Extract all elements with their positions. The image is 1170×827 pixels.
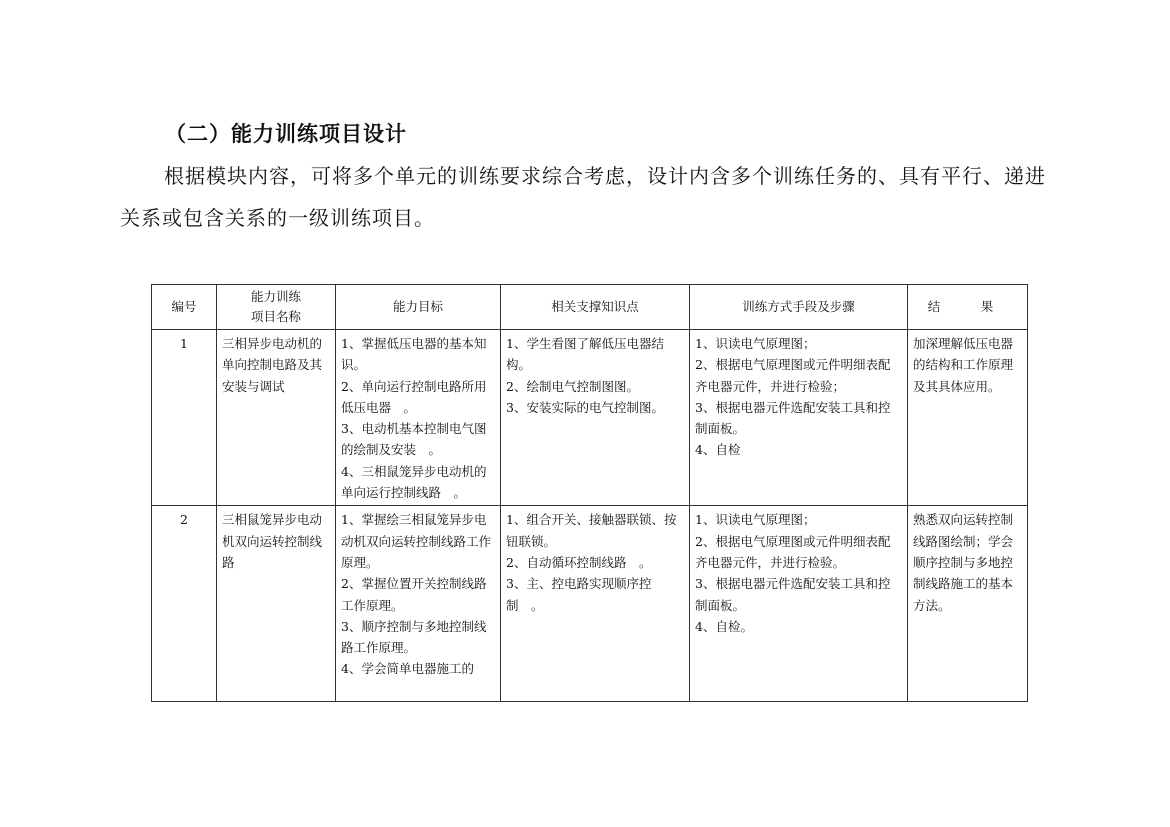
header-goal: 能力目标 xyxy=(336,285,501,330)
cell-result: 熟悉双向运转控制线路图绘制；学会顺序控制与多地控制线路施工的基本方法。 xyxy=(908,506,1028,702)
cell-knowledge: 1、组合开关、接触器联锁、按钮联锁。 2、自动循环控制线路 。 3、主、控电路实现顺序控制 。 xyxy=(501,506,690,702)
table-row xyxy=(152,506,1028,702)
intro-paragraph xyxy=(120,155,1060,239)
cell-method: 1、识读电气原理图； 2、根据电气原理图或元件明细表配齐电器元件，并进行检验； 3、根据电器元件选配安装工具和控制面板。 4、自检 xyxy=(690,330,908,506)
header-knowledge: 相关支撑知识点 xyxy=(501,285,690,330)
intro-text: 根据模块内容，可将多个单元的训练要求综合考虑，设计内含多个训练任务的、具有平行、递进关系或包含关系的一级训练项目。 xyxy=(120,164,1046,230)
table-row xyxy=(152,330,1028,506)
cell-result: 加深理解低压电器的结构和工作原理及其具体应用。 xyxy=(908,330,1028,506)
section-heading: （二）能力训练项目设计 xyxy=(165,122,407,146)
cell-number: 2 xyxy=(152,506,217,702)
cell-goal: 1、掌握绘三相鼠笼异步电动机双向运转控制线路工作原理。 2、掌握位置开关控制线路 工作原理。 3、顺序控制与多地控制线路工作原理。 4、学会简单电器施工的 xyxy=(336,506,501,702)
cell-goal: 1、掌握低压电器的基本知识。 2、单向运行控制电路所用低压电器 。 3、电动机基本控制电气图的绘制及安装 。 4、三相鼠笼异步电动机的单向运行控制线路 。 xyxy=(336,330,501,506)
cell-knowledge: 1、学生看图了解低压电器结构。 2、绘制电气控制图图。 3、安装实际的电气控制图。 xyxy=(501,330,690,506)
cell-method: 1、识读电气原理图； 2、根据电气原理图或元件明细表配齐电器元件，并进行检验。 3、根据电器元件选配安装工具和控制面板。 4、自检。 xyxy=(690,506,908,702)
header-method: 训练方式手段及步骤 xyxy=(690,285,908,330)
table-header-row xyxy=(152,285,1028,330)
header-project-name: 能力训练 项目名称 xyxy=(217,285,336,330)
cell-number: 1 xyxy=(152,330,217,506)
cell-project-name: 三相异步电动机的单向控制电路及其安装与调试 xyxy=(217,330,336,506)
cell-project-name: 三相鼠笼异步电动机双向运转控制线路 xyxy=(217,506,336,702)
header-number: 编号 xyxy=(152,285,217,330)
header-result: 结 果 xyxy=(908,285,1028,330)
training-project-table xyxy=(151,284,1028,702)
